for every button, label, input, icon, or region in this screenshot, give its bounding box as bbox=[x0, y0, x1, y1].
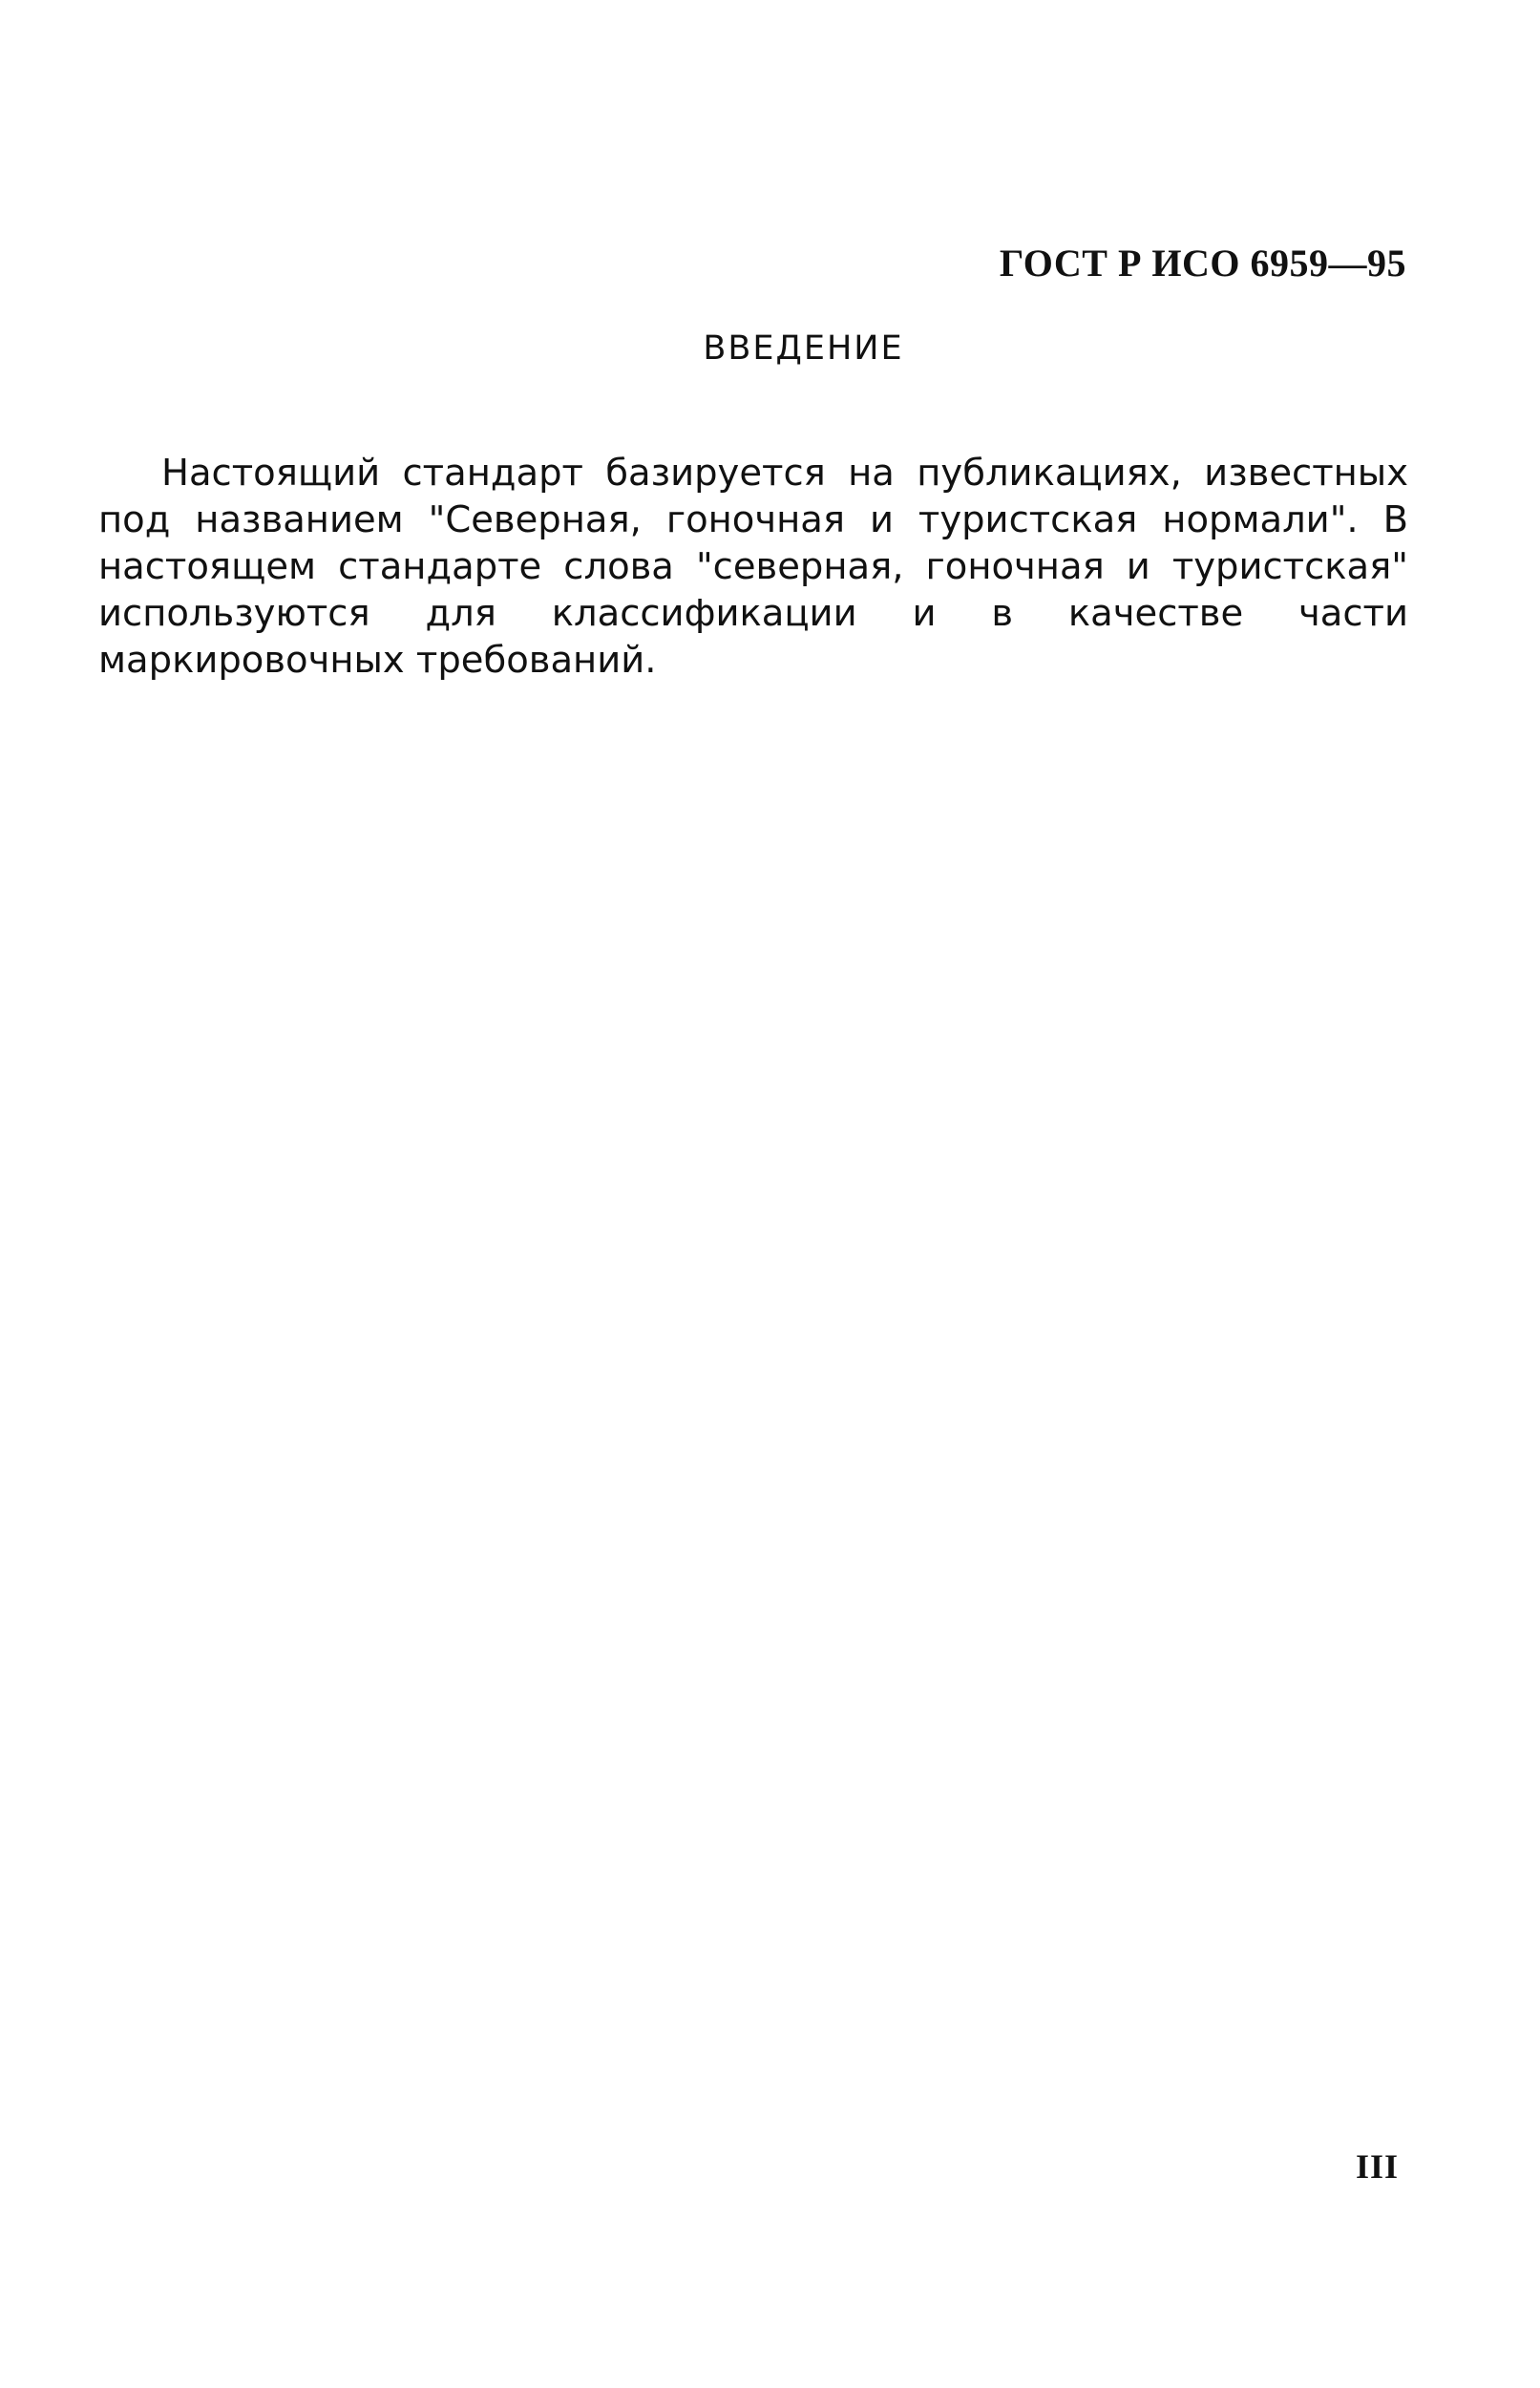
document-code: ГОСТ Р ИСО 6959—95 bbox=[999, 242, 1406, 285]
section-title: ВВЕДЕНИЕ bbox=[703, 329, 904, 368]
page-number: III bbox=[1355, 2147, 1399, 2186]
intro-paragraph: Настоящий стандарт базируется на публикациях, известных под названием "Северная, гоночная и туристская нормали". В настоящем стандарте слова "северная, гоночная и туристская" используются для классификации и в качестве части маркировочных требований. bbox=[98, 451, 1408, 682]
